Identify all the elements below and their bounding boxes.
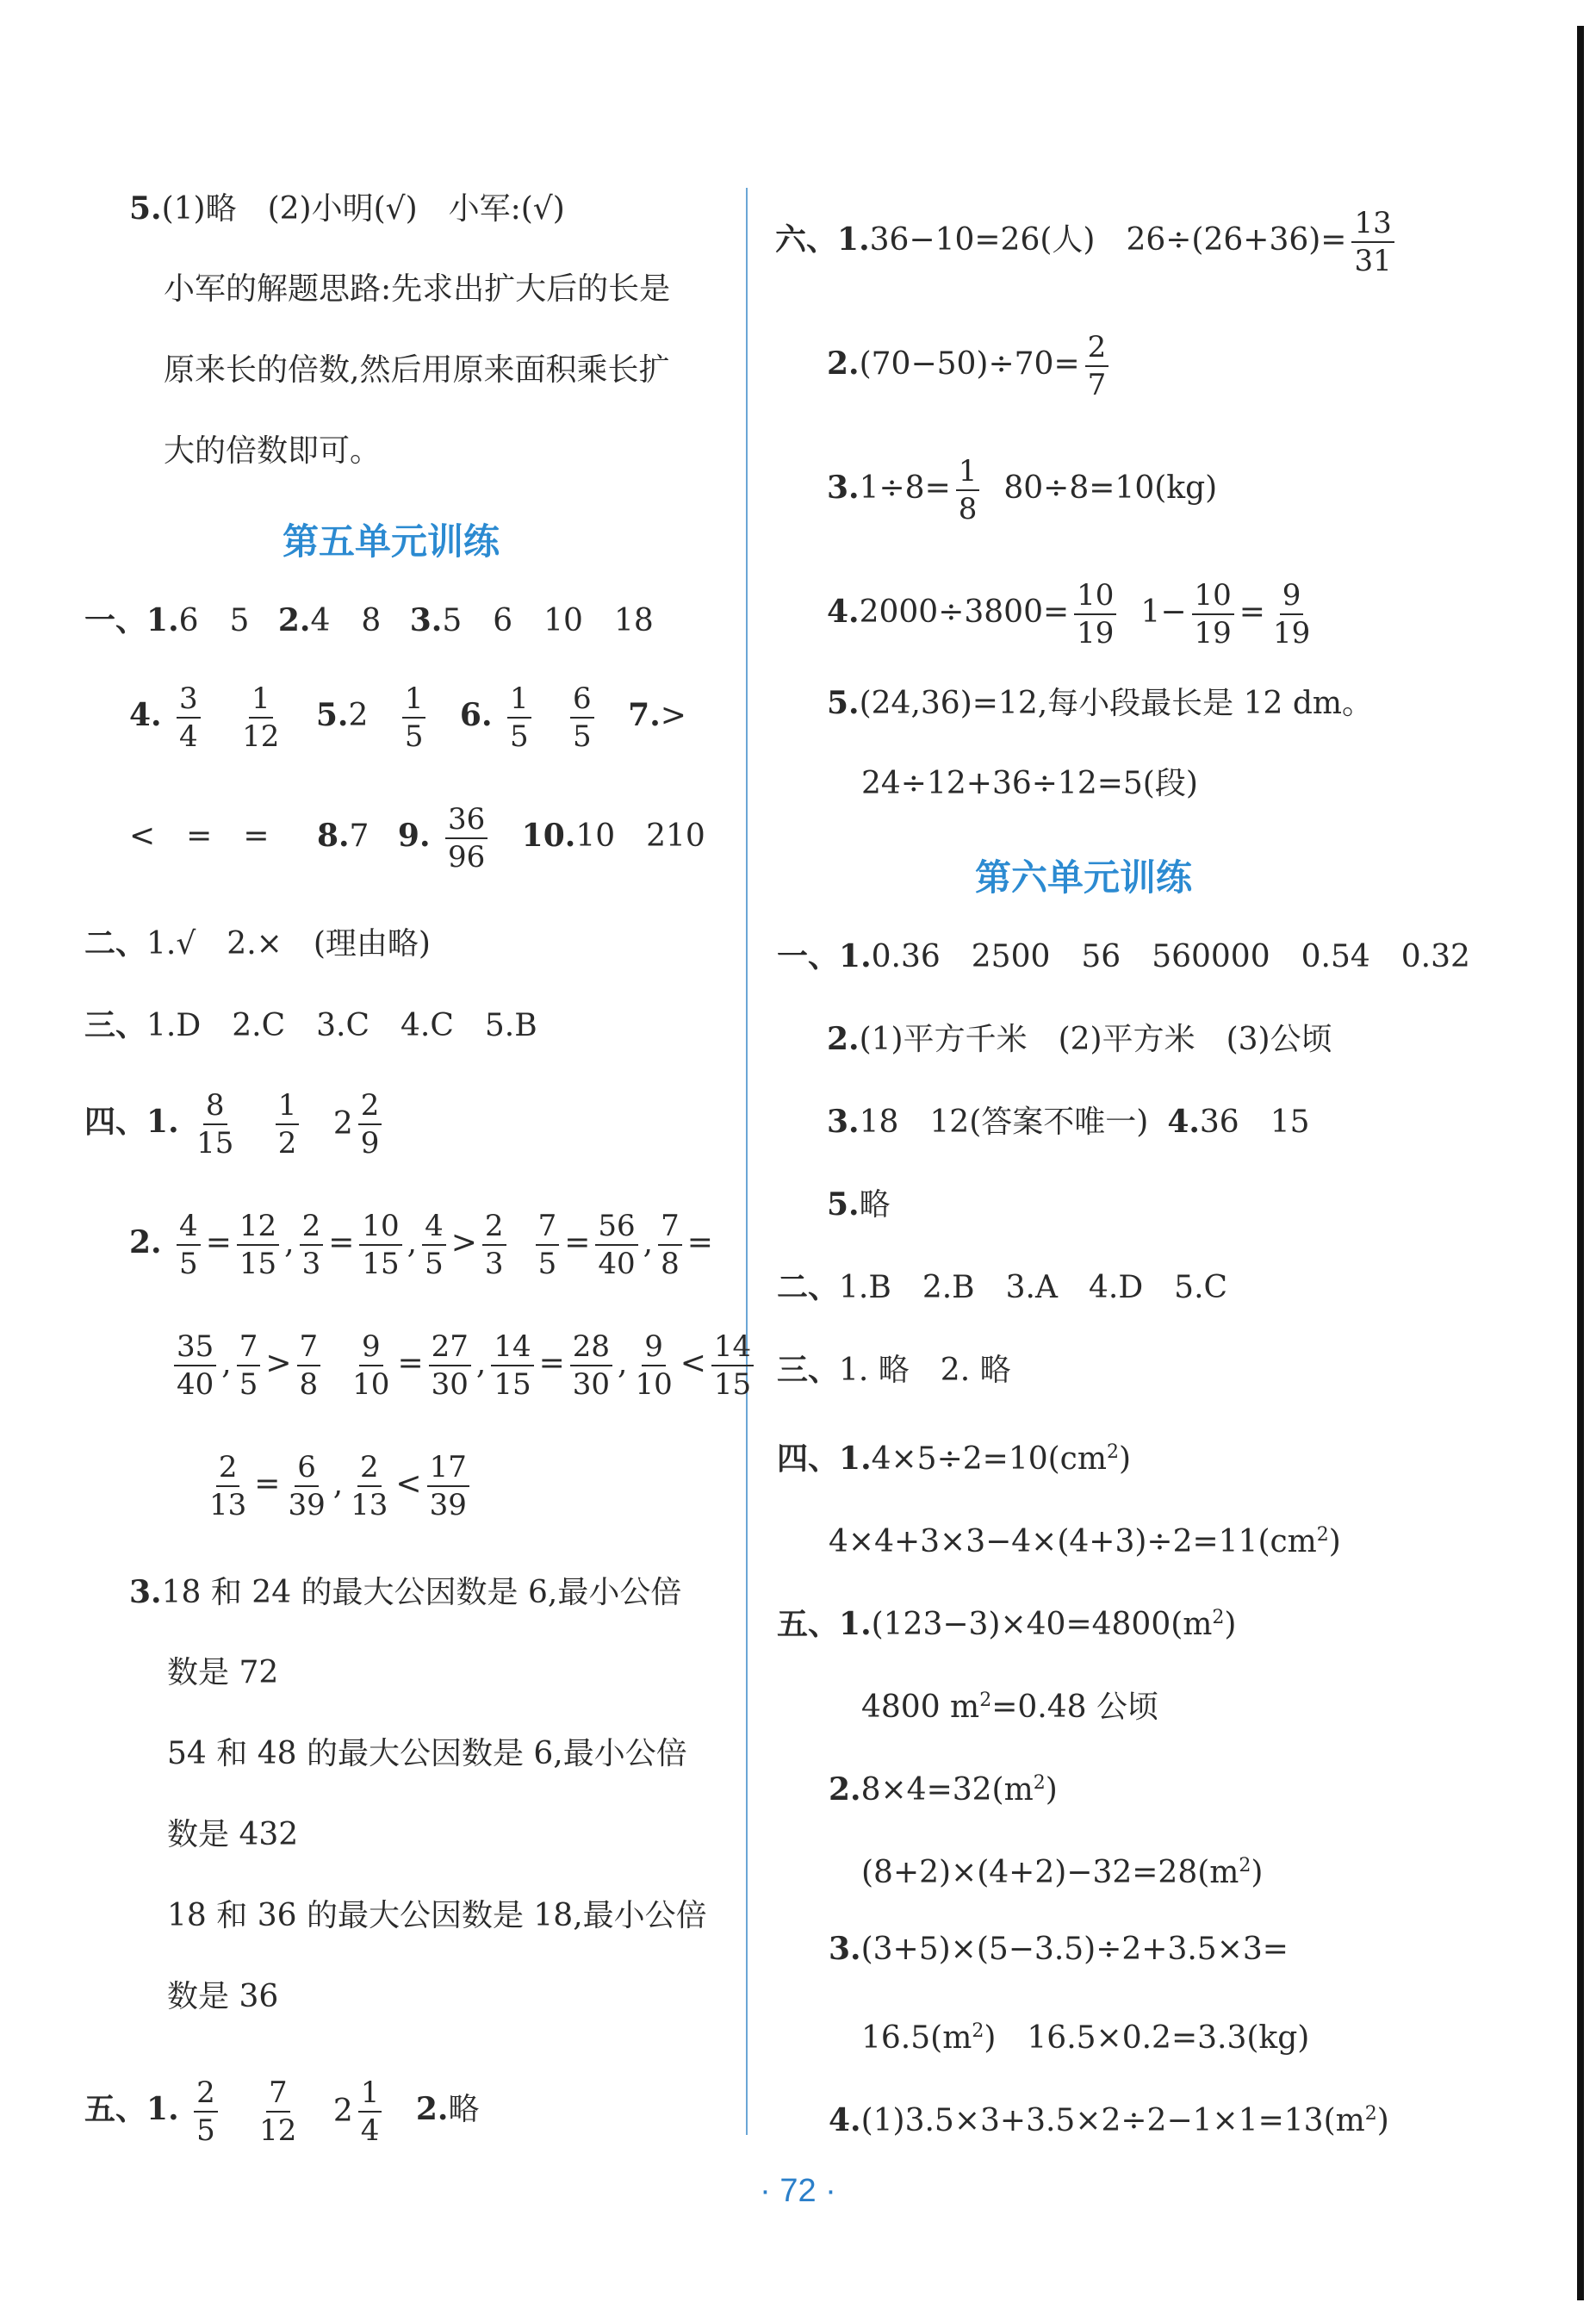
- question-number: 4.: [1167, 1104, 1200, 1140]
- answer-text: (1)略 (2)小明(√) 小军:(√): [161, 191, 565, 227]
- question-number: 1.: [146, 602, 179, 638]
- question-number: 1.: [146, 2091, 179, 2127]
- question-number: 5.: [129, 190, 162, 227]
- answer-text: 18 12(答案不唯一): [859, 1105, 1149, 1140]
- unit6-section-4-q1: 四、$1.4\times 5\div 2=10(cm^2)$: [777, 1441, 1132, 1477]
- section-4-q2-row1: 2. $\frac{4}{5}$ = $\frac{12}{15}$ , $\frac{2}{3}$ = $\frac{10}{15}$ , $\frac{4}{5}$ > $\frac{2}{3}$ $\frac{7}{5}$ = $\frac{56}{40}$ , $\frac{7}{8}$ =: [129, 1209, 713, 1281]
- question-number: 1.: [839, 938, 872, 974]
- answer-text: 16.5(m: [861, 2020, 972, 2056]
- answer-text: 7: [349, 818, 370, 854]
- answer-text: 1. 略 2. 略: [839, 1353, 1011, 1388]
- section-3: [84, 1008, 537, 1043]
- unit6-section-5-line6: $16.5(m^2)$ 16.5×0.2=3.3(kg): [861, 2020, 1310, 2056]
- answer-text: 4×5÷2=10(cm: [871, 1441, 1107, 1477]
- answer-text: 0.36 2500 56 560000 0.54 0.32: [871, 939, 1470, 974]
- section-1-row3: [129, 801, 705, 875]
- unit6-section-4-line2: $4\times 4+3\times 3-4\times(4+3)\div 2=11(cm^2)$: [829, 1524, 1341, 1559]
- question-number: 2.: [827, 1021, 860, 1057]
- section-6-q1: [775, 205, 1400, 279]
- unit6-section-1-q2: [827, 1022, 1332, 1057]
- question-number: 8.: [316, 818, 350, 854]
- question-number: 4.: [129, 697, 162, 733]
- section-4-q2-row3: $\frac{2}{13}$ = $\frac{6}{39}$ , $\frac{2}{13}$ < $\frac{17}{39}$: [202, 1449, 475, 1523]
- answer-text: >: [660, 698, 686, 733]
- unit6-section-5-q2: $2.8\times 4=32(m^2)$: [829, 1771, 1058, 1808]
- question-number: 4.: [827, 594, 860, 630]
- unit6-section-5-line4: $(8+2)\times(4+2)-32=28(m^2)$: [861, 1855, 1264, 1890]
- mixed-number: 2 $\frac{1}{4}$: [333, 2075, 388, 2149]
- section-1-row1: [84, 603, 654, 638]
- answer-text: 2000÷3800=: [859, 594, 1070, 630]
- answer-text: 原来长的倍数,然后用原来面积乘长扩: [164, 352, 670, 388]
- answer-text: 大的倍数即可。: [164, 433, 382, 469]
- answer-text: 1.B 2.B 3.A 4.D 5.C: [839, 1270, 1228, 1305]
- answer-text: 1.D 2.C 3.C 4.C 5.B: [146, 1008, 537, 1043]
- unit6-section-1-q5: [827, 1187, 891, 1223]
- answer-text: (123−3)×40=4800(m: [871, 1607, 1213, 1642]
- answer-text: 2: [348, 698, 369, 733]
- question-number: 2.: [129, 1224, 162, 1260]
- answer-text: 4 8: [310, 603, 382, 638]
- answer-text: (24,36)=12,每小段最长是 12 dm。: [859, 686, 1374, 721]
- section-6-q2: [827, 329, 1114, 403]
- answer-text: 略: [448, 2092, 480, 2127]
- question-number: 1.: [837, 221, 870, 258]
- answer-text: < = =: [129, 818, 270, 854]
- answer-text: 18 和 36 的最大公因数是 18,最小公倍: [167, 1898, 707, 1933]
- unit6-section-5-q4: $4.(1)3.5\times 3+3.5\times 2\div 2-1\times 1=13(m^2)$: [829, 2102, 1389, 2138]
- fraction: $\frac{3}{4}$: [177, 681, 201, 755]
- section-label: 二、: [84, 925, 147, 961]
- section-label: 一、: [84, 602, 147, 638]
- fraction: $\frac{2}{5}$: [194, 2075, 218, 2149]
- answer-text: 略: [859, 1187, 891, 1223]
- section-label: 一、: [777, 938, 840, 974]
- answer-text: 18 和 24 的最大公因数是 6,最小公倍: [161, 1575, 682, 1610]
- section-label: 二、: [777, 1269, 840, 1305]
- unit6-section-5-line2: 4800 $m^2=0.48$ 公顷: [861, 1690, 1158, 1725]
- section-label: 六、: [775, 221, 838, 258]
- column-divider: [746, 188, 748, 2135]
- fraction: $\frac{1}{5}$: [507, 681, 531, 755]
- answer-text: 1−: [1140, 594, 1187, 630]
- question-number: 10.: [521, 818, 576, 854]
- mixed-number: 2 $\frac{2}{9}$: [333, 1087, 388, 1161]
- fraction: $\frac{10}{19}$: [1074, 577, 1116, 651]
- unit5-title: 第五单元训练: [283, 520, 500, 563]
- question-number: 2.: [827, 345, 860, 382]
- answer-text: 8×4=32(m: [860, 1772, 1034, 1808]
- answer-text: (1)平方千米 (2)平方米 (3)公顷: [859, 1022, 1332, 1057]
- unit6-section-1-q1: [777, 939, 1470, 974]
- section-1-row2: [129, 681, 686, 755]
- question-number: 9.: [397, 818, 431, 854]
- question-number: 5.: [315, 697, 349, 733]
- fraction: $\frac{1}{12}$: [242, 681, 280, 754]
- question-number: 1.: [146, 1104, 179, 1140]
- question-number: 3.: [827, 1104, 860, 1140]
- question-number: 1.: [839, 1441, 872, 1477]
- section-label: 三、: [84, 1007, 147, 1043]
- answer-text: 10 210: [575, 818, 705, 854]
- question-number: 2.: [829, 1771, 861, 1808]
- answer-text: 24÷12+36÷12=5(段): [861, 766, 1198, 801]
- question-number: 3.: [829, 1931, 861, 1967]
- unit6-title: 第六单元训练: [975, 856, 1193, 899]
- section-6-q5: [827, 686, 1373, 721]
- question-number: 5.: [827, 685, 860, 721]
- section-2: [84, 926, 431, 961]
- answer-text: 54 和 48 的最大公因数是 6,最小公倍: [167, 1736, 687, 1771]
- section-4-q3: [129, 1575, 681, 1610]
- answer-text: 80÷8=10(kg): [1003, 470, 1218, 506]
- fraction: $\frac{2}{7}$: [1085, 329, 1109, 403]
- page-number: · 72 ·: [760, 2173, 836, 2209]
- page-edge-shadow: [1577, 26, 1584, 2300]
- fraction: $\frac{10}{19}$: [1192, 577, 1234, 651]
- answer-text: =: [1239, 594, 1265, 630]
- answer-p5: [129, 191, 565, 227]
- fraction: $\frac{6}{5}$: [570, 681, 594, 755]
- fraction: $\frac{1}{2}$: [276, 1087, 300, 1161]
- question-number: 3.: [129, 1574, 162, 1610]
- unit6-section-5-q1: 五、$1.(123-3)\times 40=4800(m^2)$: [777, 1606, 1237, 1642]
- section-4-q2-row2: $\frac{35}{40}$ , $\frac{7}{5}$ > $\frac{7}{8}$ $\frac{9}{10}$ = $\frac{27}{30}$ , $\frac{14}{15}$ = $\frac{28}{30}$ , $\frac{9}{10}$ < $\frac{14}{15}$: [169, 1329, 759, 1403]
- section-label: 四、: [84, 1104, 147, 1140]
- section-6-q3: [827, 453, 1217, 527]
- unit6-section-2: [777, 1270, 1227, 1305]
- fraction: $\frac{8}{15}$: [196, 1088, 234, 1161]
- answer-text: (3+5)×(5−3.5)÷2+3.5×3=: [860, 1932, 1289, 1967]
- fraction: $\frac{36}{96}$: [445, 801, 487, 875]
- question-number: 5.: [827, 1186, 860, 1223]
- answer-text: 6 5: [178, 603, 250, 638]
- section-label: 四、: [777, 1441, 840, 1477]
- answer-text: 1.√ 2.× (理由略): [146, 926, 431, 961]
- answer-text: 小军的解题思路:先求出扩大后的长是: [164, 271, 671, 307]
- answer-text: (8+2)×(4+2)−32=28(m: [861, 1855, 1239, 1890]
- question-number: 2.: [415, 2091, 449, 2127]
- fraction: $\frac{9}{19}$: [1272, 578, 1311, 650]
- answer-text: 36 15: [1199, 1105, 1310, 1140]
- fraction: $\frac{13}{31}$: [1351, 205, 1394, 279]
- fraction: $\frac{1}{5}$: [402, 681, 426, 755]
- answer-text: 数是 432: [167, 1817, 299, 1852]
- answer-text: 1÷8=: [859, 470, 951, 506]
- question-number: 6.: [459, 697, 493, 733]
- question-number: 1.: [839, 1606, 872, 1642]
- fraction: $\frac{1}{8}$: [956, 453, 980, 527]
- section-4-q1: [84, 1087, 387, 1161]
- fraction: $\frac{7}{12}$: [259, 2075, 297, 2148]
- question-number: 3.: [827, 470, 860, 506]
- section-5: [84, 2075, 479, 2149]
- answer-text: 4800 m: [861, 1690, 980, 1725]
- section-label: 五、: [777, 1606, 840, 1642]
- question-number: 4.: [829, 2102, 861, 2138]
- unit6-section-5-q3: [829, 1932, 1289, 1967]
- question-number: 2.: [277, 602, 311, 638]
- answer-text: 36−10=26(人) 26÷(26+36)=: [869, 222, 1347, 258]
- question-number: 7.: [628, 697, 661, 733]
- section-label: 三、: [777, 1352, 840, 1388]
- section-label: 五、: [84, 2091, 147, 2127]
- answer-text: 数是 72: [167, 1655, 279, 1690]
- question-number: 3.: [409, 602, 443, 638]
- answer-text: (1)3.5×3+3.5×2÷2−1×1=13(m: [860, 2103, 1365, 2138]
- answer-text: (70−50)÷70=: [859, 346, 1080, 382]
- unit6-section-3: [777, 1353, 1011, 1388]
- answer-text: 5 6 10 18: [442, 603, 654, 638]
- answer-text: 4×4+3×3−4×(4+3)÷2=11(cm: [829, 1524, 1317, 1559]
- answer-text: 数是 36: [167, 1979, 279, 2014]
- section-6-q4: [827, 577, 1318, 651]
- unit6-section-1-q3: [827, 1105, 1310, 1140]
